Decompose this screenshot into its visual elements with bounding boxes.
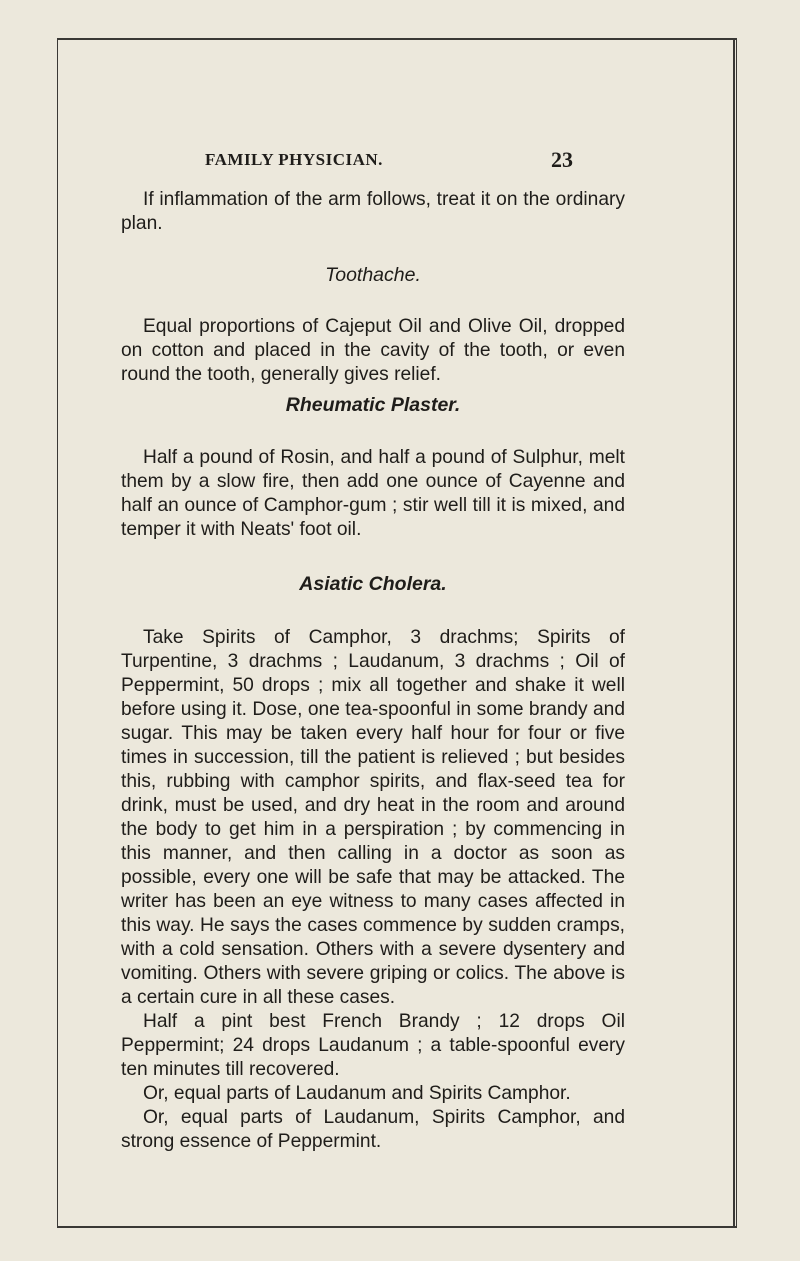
cholera-paragraph-main: Take Spirits of Camphor, 3 drachms; Spirits of Turpentine, 3 drachms ; Laudanum, 3 drachms ; Oil of Peppermint, 50 drops ; mix all together and shake it well before using it. Dose, one tea-spoonful in some brandy and sugar. This may be taken every half hour for four or five times in succession, till the patient is relieved ; but besides this, rubbing with camphor spirits, and flax-seed tea for drink, must be used, and dry heat in the room and around the body to get him in a perspiration ; by commencing in this manner, and then calling in a doctor as soon as possible, every one will be safe that may be attacked. The writer has been an eye witness to many cases affected in this way. He says the cases commence by sudden cramps, with a cold sensation. Others with a severe dysentery and vomiting. Others with severe griping or colics. The above is a certain cure in all these cases. <box>121 627 625 1008</box>
cholera-paragraph-brandy: Half a pint best French Brandy ; 12 drops Oil Peppermint; 24 drops Laudanum ; a table-spoonful every ten minutes till recovered. <box>121 1011 625 1080</box>
page-header <box>205 147 573 177</box>
intro-text: If inflammation of the arm follows, treat it on the ordinary plan. <box>121 189 625 234</box>
asiatic-cholera-body <box>121 626 625 1154</box>
running-title: FAMILY PHYSICIAN. <box>205 150 383 169</box>
intro-paragraph <box>121 188 625 236</box>
rheumatic-plaster-paragraph <box>121 446 625 542</box>
page-number: 23 <box>551 147 573 172</box>
section-heading-toothache: Toothache. <box>325 264 421 286</box>
section-heading-asiatic-cholera: Asiatic Cholera. <box>299 573 447 595</box>
section-heading-rheumatic-plaster: Rheumatic Plaster. <box>285 394 461 416</box>
toothache-text: Equal proportions of Cajeput Oil and Olive Oil, dropped on cotton and placed in the cavity of the tooth, or even round the tooth, generally gives relief. <box>121 316 625 385</box>
cholera-paragraph-laudanum-camphor: Or, equal parts of Laudanum and Spirits Camphor. <box>143 1083 571 1104</box>
toothache-paragraph <box>121 315 625 387</box>
rheumatic-plaster-text: Half a pound of Rosin, and half a pound of Sulphur, melt them by a slow fire, then add one ounce of Cayenne and half an ounce of Camphor-gum ; stir well till it is mixed, and temper it with Neats' foot oil. <box>121 447 625 540</box>
cholera-paragraph-peppermint: Or, equal parts of Laudanum, Spirits Camphor, and strong essence of Peppermint. <box>121 1107 625 1152</box>
page-border-right <box>733 40 738 1228</box>
